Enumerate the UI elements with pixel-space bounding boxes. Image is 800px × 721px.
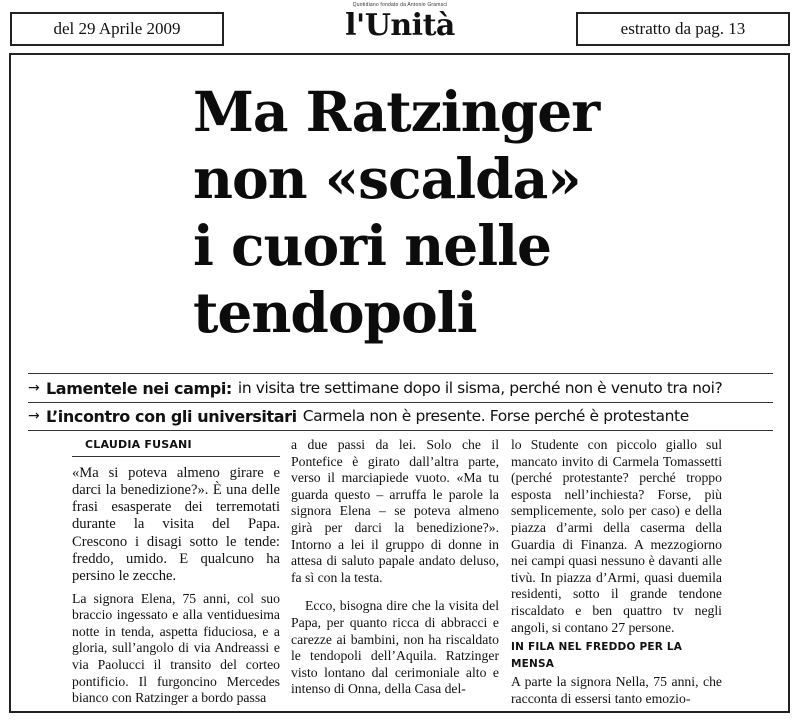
headline-line: Ma Ratzinger [193, 79, 600, 144]
article-paragraph: Ecco, bisogna dire che la visita del Papa, per quanto ricca di abbracci e carezze ai bambini, non ha riscaldato le tendopoli dell’Aquila. Ratzinger visto lontano dal cerimoniale alto e intenso di Onna, della Casa del- [291, 598, 499, 697]
article-column-3 [511, 437, 722, 708]
article-column-2 [291, 437, 499, 698]
arrow-right-icon: → [28, 408, 40, 424]
headline-line: i cuori nelle [193, 213, 551, 278]
subhead-text: Carmela non è presente. Forse perché è protestante [302, 407, 689, 425]
article-paragraph: A parte la signora Nella, 75 anni, che racconta di essersi tanto emozio- [511, 674, 722, 706]
masthead-logo: l'Unità [345, 8, 455, 43]
subhead-1 [28, 375, 788, 401]
divider [28, 373, 773, 374]
issue-date: del 29 Aprile 2009 [53, 19, 181, 38]
page-reference: estratto da pag. 13 [620, 19, 746, 38]
masthead-tagline: Quotidiano fondato da Antonio Gramsci [352, 2, 448, 8]
subhead-label: Lamentele nei campi: [46, 378, 232, 398]
subhead-2 [28, 403, 788, 429]
article-paragraph: lo Studente con piccolo giallo sul mancato invito di Carmela Tomassetti (perché protestante? perché troppo esposta nell’inchiesta? Forse, più semplicemente, solo per caso) e della piazza d’armi della caserma della Guardia di Finanza. A mezzogiorno nei campi quasi nessuno è davanti alle tivù. In piazza d’Armi, quasi duemila residenti, sotto il grande tendone riscaldato e ben quattro tv negli angoli, si contano 27 persone. [511, 437, 722, 635]
headline [193, 78, 753, 346]
arrow-right-icon: → [28, 380, 40, 396]
divider [28, 430, 773, 431]
subhead-text: in visita tre settimane dopo il sisma, perché non è venuto tra noi? [237, 379, 723, 397]
subhead-label: L’incontro con gli universitari [46, 406, 297, 426]
article-paragraph: a due passi da lei. Solo che il Pontefice è girato dall’altra parte, verso il marciapiede vuoto. «Ma tu guarda questo – arruffa le parole la signora Elena – se poteva almeno girà per darci la benedizione?». Intorno a lei il gruppo di donne in attesa di saluto papale andato deluso, fa sì con la testa. [291, 437, 499, 585]
byline: CLAUDIA FUSANI [72, 437, 280, 457]
page-reference-box [576, 12, 790, 46]
article-lead: «Ma si poteva almeno girare e darci la benedizione?». È una delle frasi esasperate dei terremotati durante la visita del Papa. Crescono i disagi sotto le tende: freddo, umido. E qualcuno ha persino le zecche. [72, 464, 280, 585]
headline-line: tendopoli [193, 280, 477, 345]
article-column-1 [72, 437, 280, 707]
headline-line: non «scalda» [193, 146, 581, 211]
date-box [10, 12, 224, 46]
section-subhead: IN FILA NEL FREDDO PER LA MENSA [511, 641, 683, 670]
masthead [300, 2, 500, 44]
article-paragraph: La signora Elena, 75 anni, col suo braccio ingessato e alla ventiduesima notte in tenda, aspetta fiduciosa, e a gloria, sull’angolo di via Andreassi e via Paolucci il transito del corteo pontificio. Il furgoncino Mercedes bianco con Ratzinger a bordo passa [72, 590, 280, 706]
